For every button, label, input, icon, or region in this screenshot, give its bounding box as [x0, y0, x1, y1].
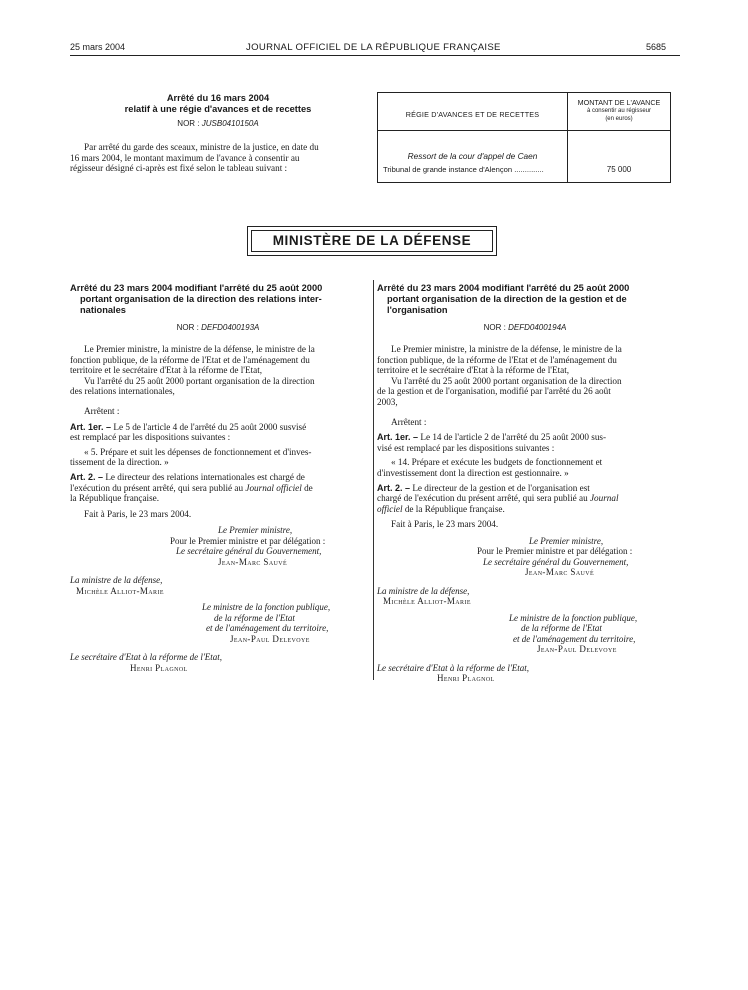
art2-label: Art. 2. – [70, 471, 104, 482]
ministry-banner-title: MINISTÈRE DE LA DÉFENSE [251, 230, 493, 252]
arrete-regie-body: Par arrêté du garde des sceaux, ministre de la justice, en date du 16 mars 2004, le montant maximum de l'avance à consentir au régisseur désigné ci-après est fixé selon le tableau suivant : [70, 142, 319, 174]
table-row-amount: 75 000 [606, 165, 632, 174]
ministry-banner [247, 226, 497, 256]
column-separator [373, 280, 374, 680]
table-row-label: Tribunal de grande instance d'Alençon .............. [383, 165, 544, 174]
arrete-regie-nor: NOR : JUSB0410150A [177, 119, 259, 128]
signatures-right: Le Premier ministre, Pour le Premier ministre et par délégation : Le secrétaire général du Gouvernement, Jean-Marc Sauvé La ministre de la défense, Michèle Alliot-Marie Le ministre de la fonction publique, de la réforme de l'Etat et de l'aménagement du territoire, Jean-Paul Delevoye Le secrétaire d'Etat à la réforme de l'Etat, Henri Plagnol [377, 535, 638, 684]
art1-label: Art. 1er. – [377, 432, 419, 443]
art2-label: Art. 2. – [377, 482, 411, 493]
table-header-regie: RÉGIE D'AVANCES ET DE RECETTES [405, 110, 540, 119]
arrete-right [377, 283, 673, 684]
art1-label: Art. 1er. – [70, 421, 112, 432]
header-rule [70, 55, 680, 56]
arrete-left-nor: NOR : DEFD0400193A [176, 323, 260, 332]
table-header-montant: MONTANT DE L'AVANCE à consentir au régisseur (en euros) [577, 98, 661, 122]
arrete-regie [70, 93, 366, 174]
arrete-right-body: Le Premier ministre, la ministre de la défense, le ministre de la fonction publique, de la réforme de l'Etat et de l'aménagement du territoire et le secrétaire d'Etat à la réforme de l'Etat, Vu l'arrêté du 25 août 2000 portant organisation de la direction de la gestion et de l'organisation, modifié par l'arrêté du 26 août 2003, Arrêtent : Art. 1er. – Le 14 de l'article 2 de l'arrêté du 25 août 2000 sus- visé est remplacé par les dispositions suivantes : « 14. Prépare et exécute les budgets de fonctionnement et d'investissement dont la direction est gestionnaire. » Art. 2. – Le directeur de la gestion et de l'organisation est chargé de l'exécution du présent arrêté, qui sera publié au Journal officiel de la République française. Fait à Paris, le 23 mars 2004. [377, 344, 622, 530]
arrete-left [70, 283, 366, 673]
arrete-regie-title: Arrêté du 16 mars 2004 relatif à une régie d'avances et de recettes [124, 93, 312, 114]
header-page-number: 5685 [646, 42, 667, 52]
arrete-right-title: Arrêté du 23 mars 2004 modifiant l'arrêté du 25 août 2000 portant organisation de la direction de la gestion et de l'organisation [377, 283, 630, 315]
table-header-divider [378, 130, 670, 131]
arrete-left-title: Arrêté du 23 mars 2004 modifiant l'arrêté du 25 août 2000 portant organisation de la direction des relations inter- nationales [70, 283, 323, 315]
arrete-right-nor: NOR : DEFD0400194A [483, 323, 567, 332]
signatures-left: Le Premier ministre, Pour le Premier ministre et par délégation : Le secrétaire général du Gouvernement, Jean-Marc Sauvé La ministre de la défense, Michèle Alliot-Marie Le ministre de la fonction publique, de la réforme de l'Etat et de l'aménagement du territoire, Jean-Paul Delevoye Le secrétaire d'Etat à la réforme de l'Etat, Henri Plagnol [70, 525, 331, 673]
regie-table [377, 92, 671, 183]
table-section-ressort: Ressort de la cour d'appel de Caen [407, 151, 538, 161]
header-date: 25 mars 2004 [70, 42, 126, 52]
arrete-left-body: Le Premier ministre, la ministre de la défense, le ministre de la fonction publique, de la réforme de l'Etat et de l'aménagement du territoire et le secrétaire d'Etat à la réforme de l'Etat, Vu l'arrêté du 25 août 2000 portant organisation de la direction des relations internationales, Arrêtent : Art. 1er. – Le 5 de l'article 4 de l'arrêté du 25 août 2000 susvisé est remplacé par les dispositions suivantes : « 5. Prépare et suit les dépenses de fonctionnement et d'inves- tissement de la direction. » Art. 2. – Le directeur des relations internationales est chargé de l'exécution du présent arrêté, qui sera publié au Journal officiel de la République française. Fait à Paris, le 23 mars 2004. [70, 344, 315, 519]
header-journal-title: JOURNAL OFFICIEL DE LA RÉPUBLIQUE FRANÇAISE [246, 42, 501, 53]
